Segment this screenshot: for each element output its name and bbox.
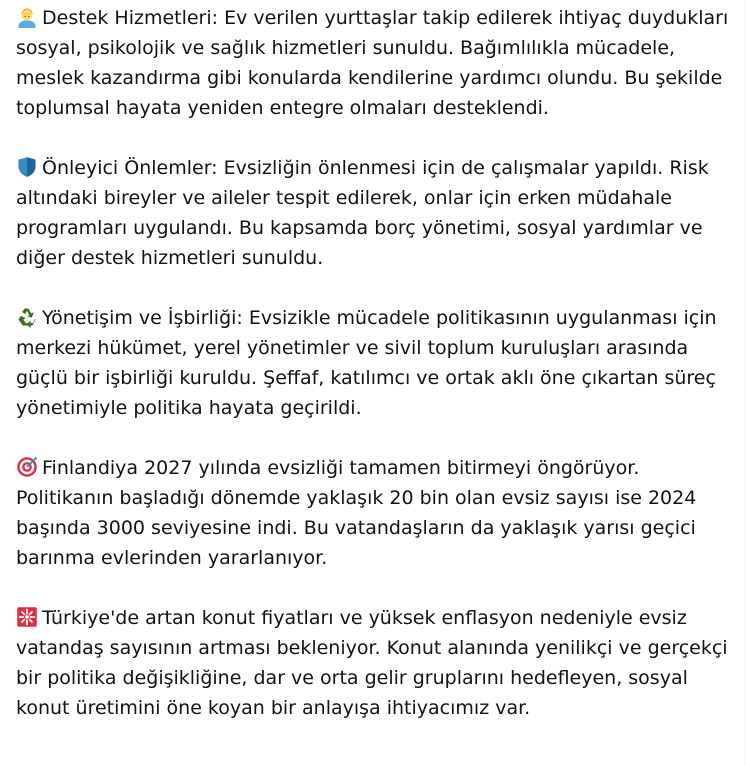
worker-emoji-icon xyxy=(16,6,38,28)
siren-emoji-icon xyxy=(16,606,38,628)
recycle-emoji-icon xyxy=(16,306,38,328)
paragraph-text: Önleyici Önlemler: Evsizliğin önlenmesi için de çalışmalar yapıldı. Risk altındaki bireyler ve aileler tespit edilerek, onlar için erken müdahale programları uygulandı. Bu kapsamda borç yönetimi, sosyal yardımlar ve diğer destek hizmetleri sunuldu. xyxy=(16,157,709,269)
paragraph-text: Yönetişim ve İşbirliği: Evsizikle mücadele politikasının uygulanması için merkezi hükümet, yerel yönetimler ve sivil toplum kuruluşları arasında güçlü bir işbirliği kuruldu. Şeffaf, katılımcı ve ortak aklı öne çıkartan süreç yönetimiyle politika hayata geçirildi. xyxy=(16,307,717,419)
paragraph-governance xyxy=(16,303,729,423)
shield-emoji-icon xyxy=(16,156,38,178)
paragraph-text: Destek Hizmetleri: Ev verilen yurttaşlar takip edilerek ihtiyaç duydukları sosyal, psikolojik ve sağlık hizmetleri sunuldu. Bağımlılıkla mücadele, meslek kazandırma gibi konularda kendilerine yardımcı olundu. Bu şekilde toplumsal hayata yeniden entegre olmaları desteklendi. xyxy=(16,7,729,119)
paragraph-support-services xyxy=(16,3,729,123)
paragraph-finland-goal xyxy=(16,453,729,573)
paragraph-text: Finlandiya 2027 yılında evsizliği tamamen bitirmeyi öngörüyor. Politikanın başladığı dönemde yaklaşık 20 bin olan evsiz sayısı ise 2024 başında 3000 seviyesine indi. Bu vatandaşların da yaklaşık yarısı geçici barınma evlerinden yararlanıyor. xyxy=(16,457,697,569)
paragraph-turkey-outlook xyxy=(16,603,729,723)
paragraph-preventive-measures xyxy=(16,153,729,273)
target-emoji-icon xyxy=(16,456,38,478)
paragraph-text: Türkiye'de artan konut fiyatları ve yüksek enflasyon nedeniyle evsiz vatandaş sayısının artması bekleniyor. Konut alanında yenilikçi ve gerçekçi bir politika değişikliğine, dar ve orta gelir gruplarını hedefleyen, sosyal konut üretimini öne koyan bir anlayışa ihtiyacımız var. xyxy=(16,607,728,719)
